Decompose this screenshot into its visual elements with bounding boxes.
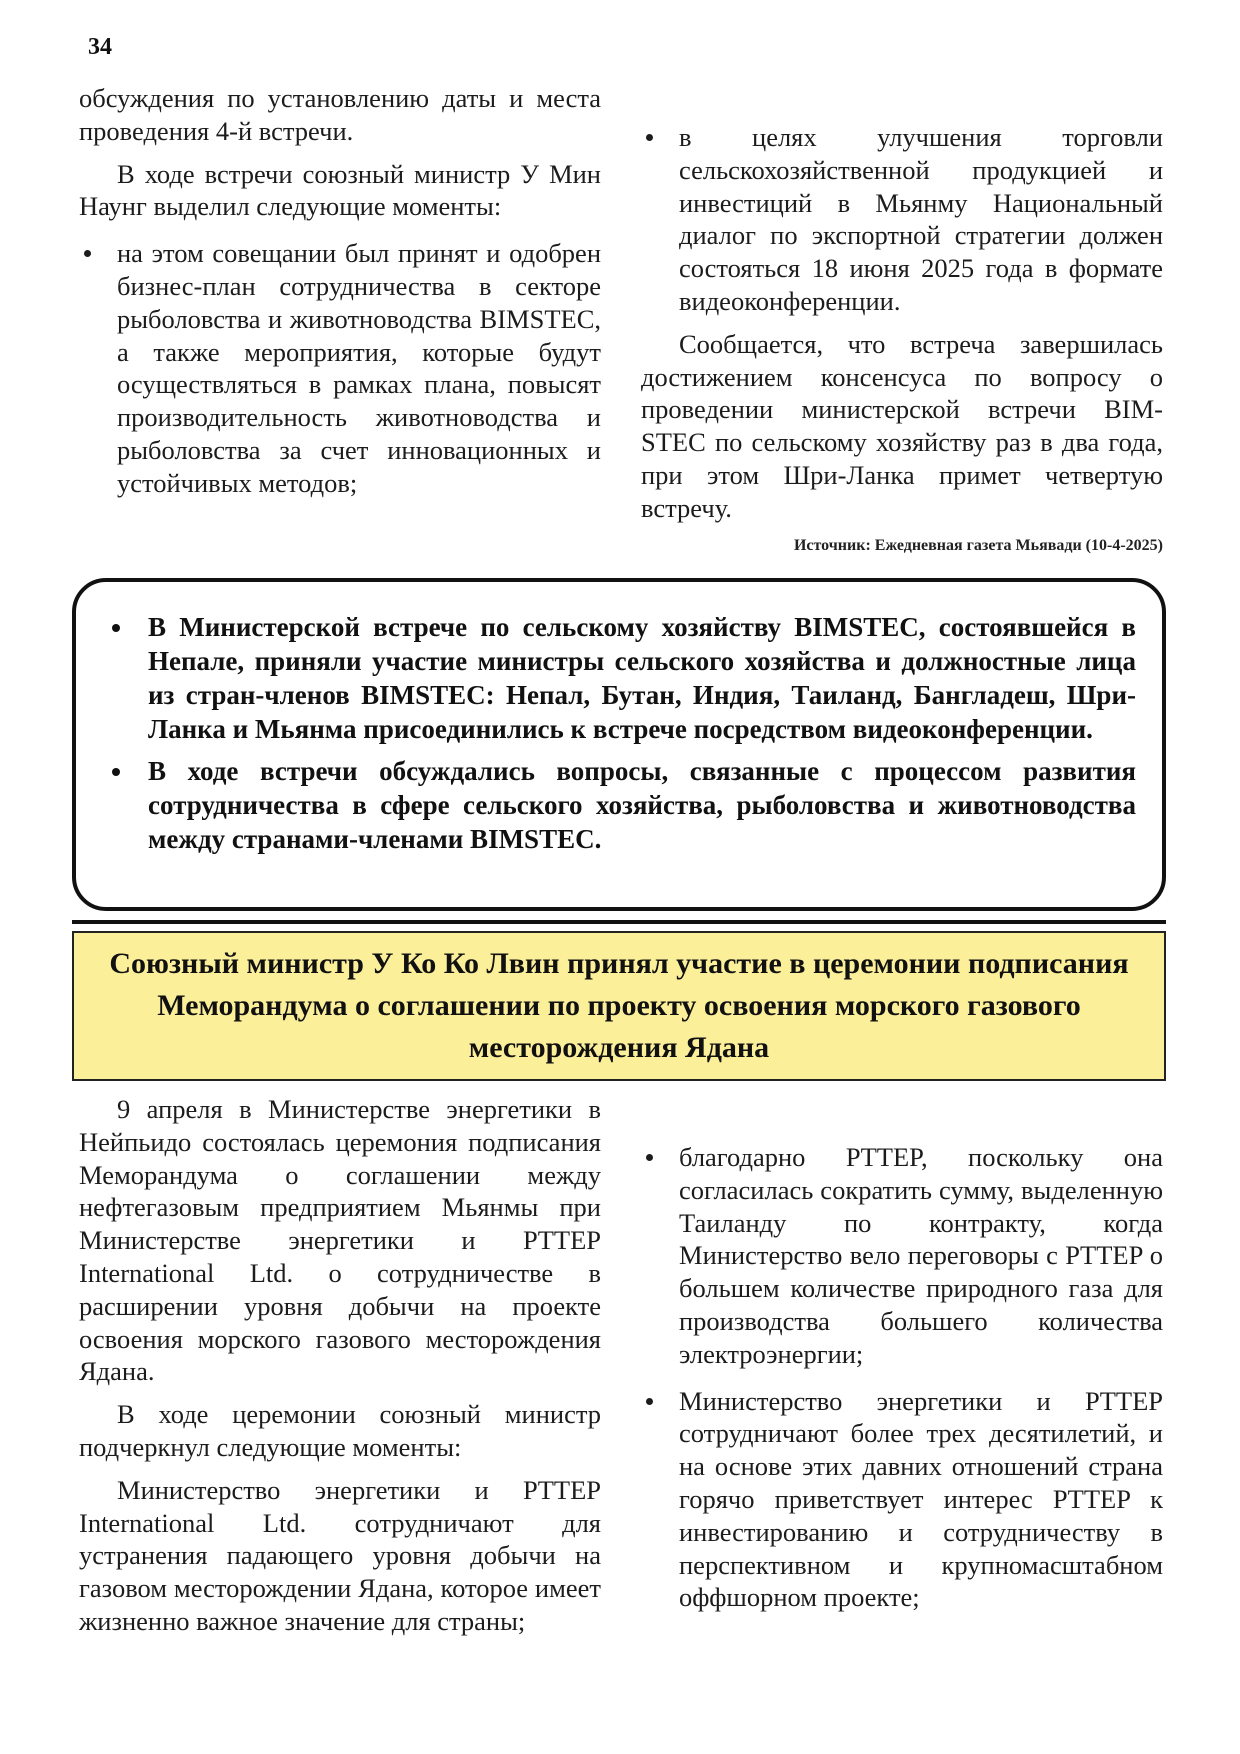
article-top-column-right <box>641 82 1163 525</box>
paragraph: Министерство энергетики и PTTEP International Ltd. сотрудничают для устранения падающего уровня добычи на газовом месторождении Ядана, которое имеет жизненно важное значение для страны; <box>79 1474 601 1636</box>
list-item: благодарно PTTEP, поскольку она согласилась сократить сумму, выделенную Таиланду по контракту, когда Министерство вело переговоры с PTTEP о большем количестве природного газа для производства большего количества электроэнергии; <box>641 1141 1163 1371</box>
headline-text: Союзный министр У Ко Ко Лвин принял участие в церемонии подписания Меморандума о соглашении по проекту освоения морского газового месторождения Ядана <box>109 947 1129 1064</box>
list-item: в целях улучшения торговли сельскохозяйственной продукцией и инвестиций в Мьянму Национальный диалог по экспортной стратегии должен состояться 18 июня 2025 года в формате видеоконференции. <box>641 121 1163 318</box>
headline-banner <box>72 931 1166 1081</box>
article-top-column-left <box>79 82 601 500</box>
summary-item: В Министерской встрече по сельскому хозяйству BIMSTEC, состоявшейся в Непале, приняли участие министры сельского хозяйства и должностные лица из стран-членов BIMSTEC: Непал, Бутан, Индия, Таиланд, Бангладеш, Шри-Ланка и Мьянма присоединились к встрече посредством видеоконференции. <box>96 610 1136 746</box>
divider <box>72 920 1166 924</box>
list-item: Министерство энергетики и PTTEP сотрудничают более трех десятилетий, и на основе этих давних отношений страна горячо приветствует интерес PTTEP к инвестированию и сотрудничеству в перспективном и крупномасштабном оффшорном проекте; <box>641 1385 1163 1615</box>
paragraph: В ходе церемонии союзный министр подчеркнул следующие моменты: <box>79 1399 601 1462</box>
paragraph: 9 апреля в Министерстве энергетики в Нейпьидо состоялась церемония подписания Меморандума о соглашении между нефтегазовым предприятием Мьянмы при Министерстве энергетики и PTTEP International Ltd. о сотрудничестве в расширении уровня добычи на проекте освоения морского газового месторождения Ядана. <box>79 1094 601 1387</box>
paragraph: обсуждения по установлению даты и места проведения 4-й встречи. <box>79 83 601 146</box>
source-credit: Источник: Ежедневная газета Мьявади (10-4-2025) <box>793 537 1163 554</box>
page-number: 34 <box>88 34 112 60</box>
summary-item: В ходе встречи обсуждались вопросы, связанные с процессом развития сотрудничества в сфере сельского хозяйства, рыболовства и животноводства между странами-членами BIMSTEC. <box>96 754 1136 856</box>
list-item: на этом совещании был принят и одобрен бизнес-план сотрудничества в секторе рыболовства и животноводства BIMSTEC, а также мероприятия, которые будут осуществляться в рамках плана, повысят производительность животноводства и рыболовства за счет инновационных и устойчивых методов; <box>79 237 601 499</box>
bullet-list <box>641 121 1163 318</box>
bullet-list <box>79 237 601 499</box>
bullet-list <box>641 1141 1163 1614</box>
article-bottom-column-left <box>79 1093 601 1638</box>
summary-list <box>96 610 1136 856</box>
article-bottom-column-right <box>641 1093 1163 1614</box>
paragraph: Сообщается, что встреча завершилась достижением консенсуса по вопросу о проведении министерской встречи BIM-STEC по сельскому хозяйству раз в два года, при этом Шри-Ланка примет четвертую встречу. <box>641 328 1163 523</box>
summary-box <box>72 578 1166 911</box>
paragraph: В ходе встречи союзный министр У Мин Наунг выделил следующие моменты: <box>79 158 601 222</box>
